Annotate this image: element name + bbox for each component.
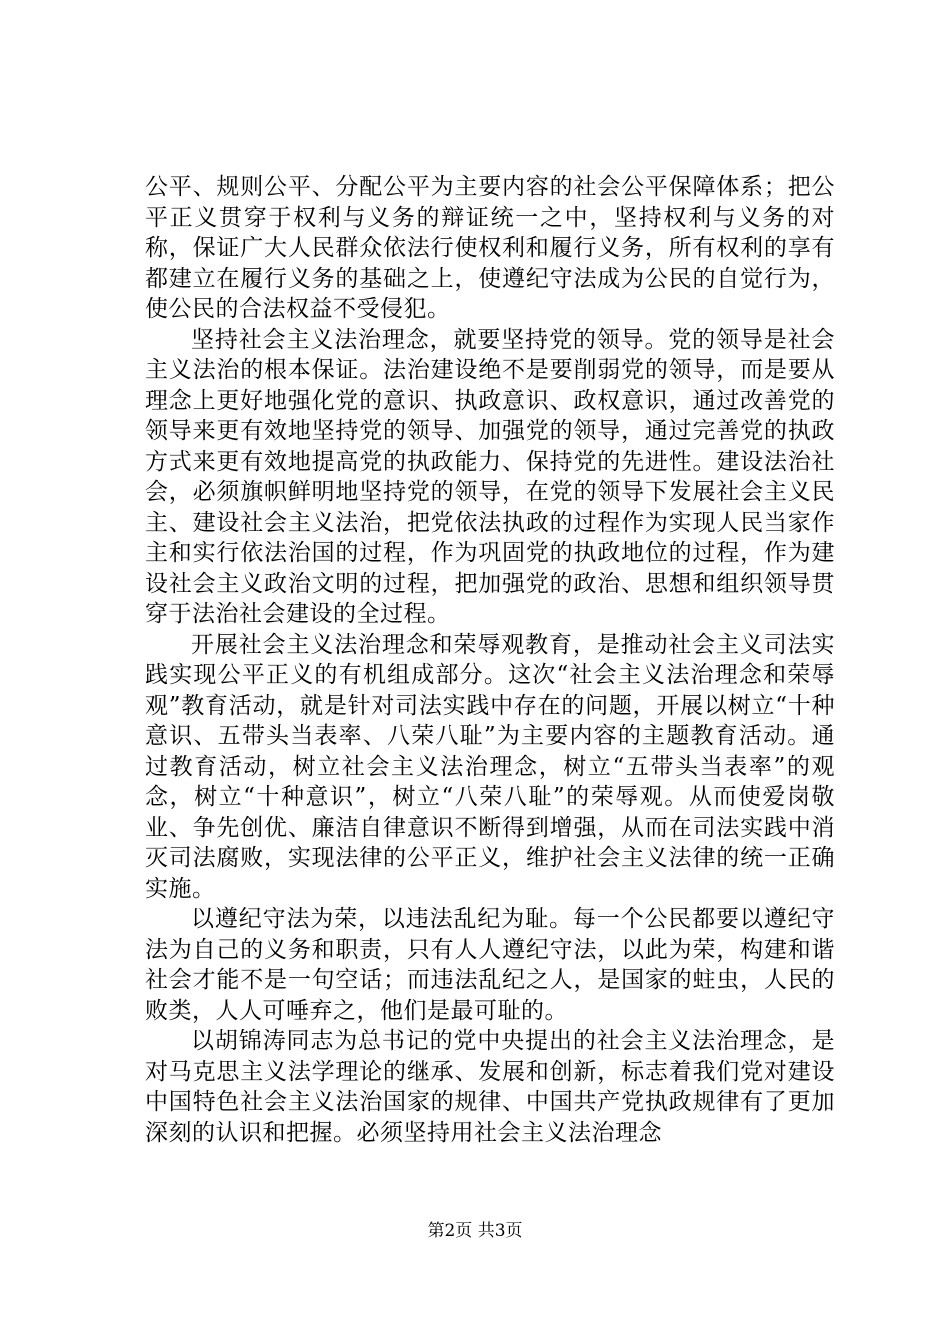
- paragraph-1: 公平、规则公平、分配公平为主要内容的社会公平保障体系；把公平正义贯穿于权利与义务的辩证统一之中，坚持权利与义务的对称，保证广大人民群众依法行使权利和履行义务，所有权利的享有都建立在履行义务的基础之上，使遵纪守法成为公民的自觉行为，使公民的合法权益不受侵犯。: [145, 174, 835, 322]
- paragraph-4: 以遵纪守法为荣，以违法乱纪为耻。每一个公民都要以遵纪守法为自己的义务和职责，只有人人遵纪守法，以此为荣，构建和谐社会才能不是一句空话；而违法乱纪之人，是国家的蛀虫，人民的败类，人人可唾弃之，他们是最可耻的。: [145, 906, 835, 1024]
- page-footer: 第2页 共3页: [427, 1221, 523, 1241]
- paragraph-5: 以胡锦涛同志为总书记的党中央提出的社会主义法治理念，是对马克思主义法学理论的继承、发展和创新，标志着我们党对建设中国特色社会主义法治国家的规律、中国共产党执政规律有了更加深刻的认识和把握。必须坚持用社会主义法治理念: [145, 1028, 835, 1146]
- paragraph-2: 坚持社会主义法治理念，就要坚持党的领导。党的领导是社会主义法治的根本保证。法治建设绝不是要削弱党的领导，而是要从理念上更好地强化党的意识、执政意识、政权意识，通过改善党的领导来更有效地坚持党的领导、加强党的领导，通过完善党的执政方式来更有效地提高党的执政能力、保持党的先进性。建设法治社会，必须旗帜鲜明地坚持党的领导，在党的领导下发展社会主义民主、建设社会主义法治，把党依法执政的过程作为实现人民当家作主和实行依法治国的过程，作为巩固党的执政地位的过程，作为建设社会主义政治文明的过程，把加强党的政治、思想和组织领导贯穿于法治社会建设的全过程。: [145, 326, 835, 627]
- document-body: [145, 172, 835, 1148]
- paragraph-3: 开展社会主义法治理念和荣辱观教育，是推动社会主义司法实践实现公平正义的有机组成部分。这次“社会主义法治理念和荣辱观”教育活动，就是针对司法实践中存在的问题，开展以树立“十种意识、五带头当表率、八荣八耻”为主要内容的主题教育活动。通过教育活动，树立社会主义法治理念，树立“五带头当表率”的观念，树立“十种意识”，树立“八荣八耻”的荣辱观。从而使爱岗敬业、争先创优、廉洁自律意识不断得到增强，从而在司法实践中消灭司法腐败，实现法律的公平正义，维护社会主义法律的统一正确实施。: [145, 631, 835, 902]
